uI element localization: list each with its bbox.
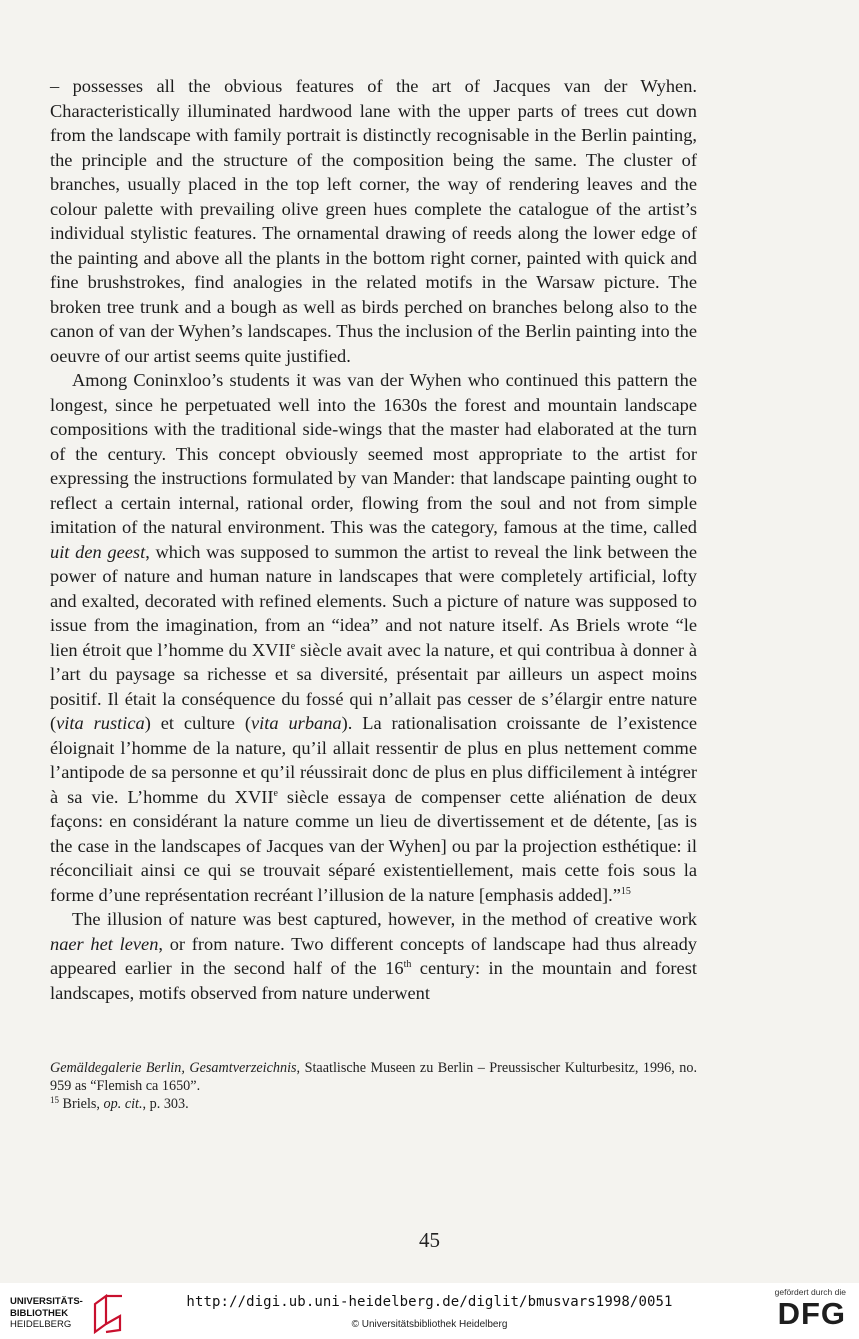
term-uit-den-geest: uit den geest (50, 541, 146, 562)
superscript-e: e (290, 640, 296, 652)
footnote-ref-15[interactable]: 15 (620, 885, 631, 897)
footnote-14-continued (50, 1059, 697, 1095)
p2-text-b: , which was supposed to summon the artist to reveal the link between the power of nature and human nature in landscapes that were completely artificial, lofty and exalted, decorated with refined elements. Such a picture of nature was supposed to issue from the imagination, from an “idea” and not nature itself. As Briels wrote “le lien étroit que l’homme du XVII (50, 541, 697, 660)
paragraph-1 (50, 74, 697, 368)
library-name-line-1: UNIVERSITÄTS- (10, 1296, 83, 1307)
library-name-line-3: HEIDELBERG (10, 1319, 72, 1330)
p2-text-a: Among Coninxloo’s students it was van der Wyhen who continued this pattern the longest, since he perpetuated well into the 1630s the forest and mountain landscape compositions with the traditional side-wings that the master had elaborated at the turn of the century. This concept obviously seemed most appropriate to the artist for expressing the instructions formulated by van Mander: that landscape painting ought to reflect a certain internal, rational order, flowing from the soul and not from simple imitation of the natural environment. This was the category, famous at the time, called (50, 370, 697, 537)
footnotes (50, 1059, 697, 1113)
paragraph-1-text: – possesses all the obvious features of the art of Jacques van der Wyhen. Characteristically illuminated hardwood lane with the upper parts of trees cut down from the landscape with family portrait is distinctly recognisable in the Berlin painting, the principle and the structure of the composition being the same. The cluster of branches, usually placed in the top left corner, the way of rendering leaves and the colour palette with prevailing olive green hues complete the catalogue of the artist’s individual stylistic features. The ornamental drawing of reeds along the lower edge of the painting and above all the plants in the bottom right corner, painted with quick and fine brushstrokes, find analogies in the related motifs in the Warsaw picture. The broken tree trunk and a bough as well as birds perched on branches belong also to the canon of van der Wyhen’s landscapes. Thus the inclusion of the Berlin painting into the oeuvre of our artist seems quite justified. (50, 76, 697, 366)
p2-text-e: ). La rationalisation croissante de l’existence éloignait l’homme de la nature, qu’il allait ressentir de plus en plus nettement comme l’antipode de sa personne et qu’il réussirait donc de plus en plus difficilement à intégrer à sa vie. L’homme du XVII (50, 713, 698, 807)
superscript-e: e (273, 787, 278, 799)
p3-text-b: , or from nature. Two different concepts of landscape had thus already appeared earlier in the second half of the 16 (50, 933, 698, 978)
library-name-line-2: BIBLIOTHEK (10, 1307, 69, 1319)
footnote-15-text-b: , p. 303. (142, 1096, 189, 1112)
source-url-link[interactable]: http://digi.ub.uni-heidelberg.de/diglit/bmusvars1998/0051 (186, 1294, 673, 1310)
body-text (50, 74, 697, 1005)
footnote-14-text: , Staatlische Museen zu Berlin – Preussischer Kulturbesitz, 1996, no. 959 as “Flemish ca 1650”. (50, 1060, 697, 1094)
page-number: 45 (419, 1228, 440, 1252)
p2-text-d: ) et culture ( (144, 713, 251, 733)
copyright-notice: © Universitätsbibliothek Heidelberg (351, 1319, 508, 1330)
paragraph-3 (50, 907, 697, 1005)
term-naer-het-leven: naer het leven (50, 933, 159, 954)
p3-text-a: The illusion of nature was best captured, however, in the method of creative work (72, 909, 697, 929)
footnote-15 (50, 1095, 697, 1113)
digitization-footer (0, 1283, 859, 1339)
p2-text-f: siècle essaya de compenser cette aliénation de deux façons: en considérant la nature comme un lieu de divertissement et de détente, [as is the case in the landscapes of Jacques van der Wyhen] ou par la projection esthétique: il réconciliait ainsi ce qui se trouvait séparé existentiellement, mais cette fois sous la forme d’une représentation recréant l’illusion de la nature [emphasis added].” (50, 786, 697, 905)
footnote-15-number: 15 (50, 1095, 59, 1105)
p3-text-c: century: in the mountain and forest landscapes, motifs observed from nature underwent (50, 958, 697, 1003)
dfg-wordmark: DFG (777, 1296, 846, 1331)
superscript-th: th (403, 959, 412, 970)
dfg-logo[interactable] (756, 1287, 846, 1330)
p2-text-c: siècle avait avec la nature, et qui contribua à donner à l’art du paysage sa richesse et sa diversité, présentait par ailleurs un aspect moins positif. Il était la conséquence du fossé qui n’allait pas cesser de s’élargir entre nature ( (50, 639, 698, 733)
footnote-15-op-cit: op. cit. (103, 1096, 143, 1112)
term-vita-urbana: vita urbana (251, 713, 342, 733)
term-vita-rustica: vita rustica (56, 713, 145, 733)
funding-note: gefördert durch die (774, 1287, 846, 1297)
footnote-15-text-a: Briels, (59, 1096, 104, 1112)
paragraph-2 (50, 368, 697, 907)
footnote-14-title: Gemäldegalerie Berlin, Gesamtverzeichnis (50, 1060, 297, 1076)
